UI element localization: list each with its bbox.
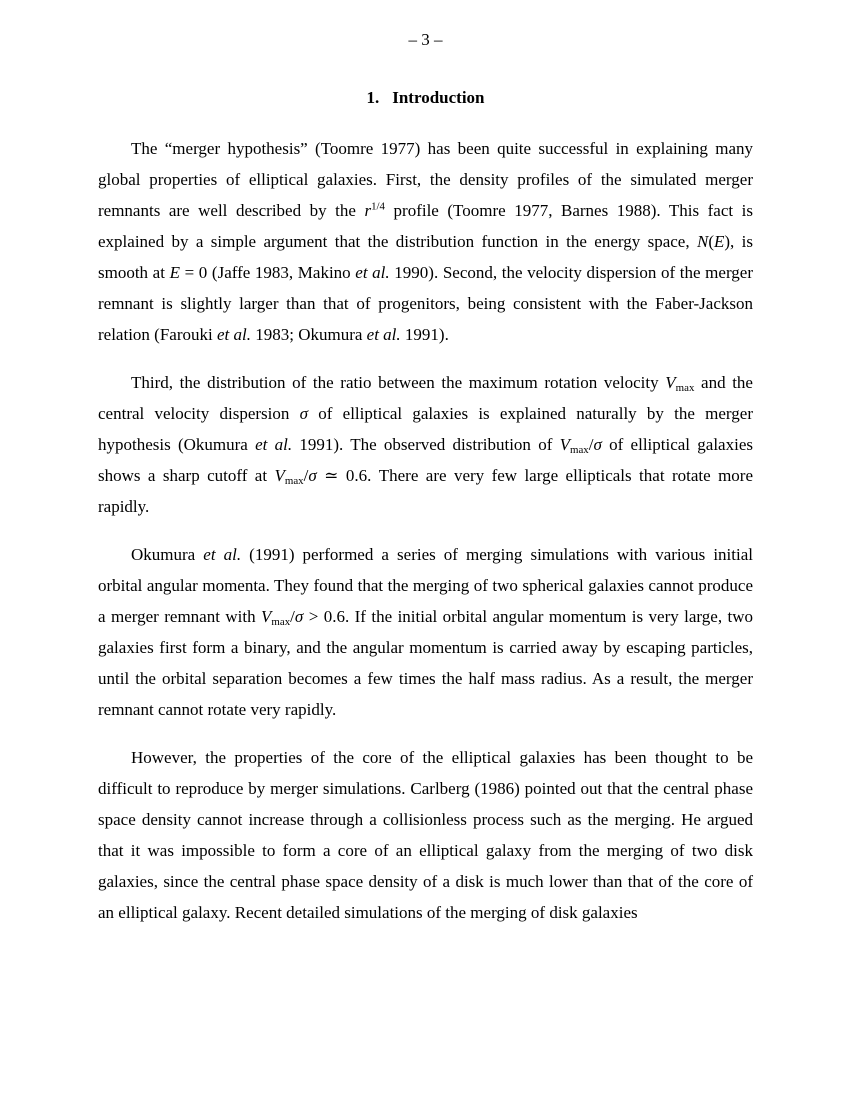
text-segment: max <box>271 615 291 628</box>
text-segment: V <box>274 466 285 485</box>
text-segment: r <box>364 201 372 220</box>
text-segment: et al. <box>216 325 251 344</box>
text-segment: max <box>675 381 695 394</box>
text-segment: 1991). The observed distribution of <box>292 435 560 454</box>
text-segment: max <box>570 443 589 456</box>
paragraph <box>98 742 753 928</box>
section-number: 1. <box>366 88 380 107</box>
text-segment: σ <box>294 607 304 626</box>
section-heading <box>98 82 753 113</box>
document-body <box>98 133 753 928</box>
paragraph <box>98 133 753 350</box>
text-segment: However, the properties of the core of the elliptical galaxies has been thought to be difficult to reproduce by merger simulations. Carlberg (1986) pointed out that the central phase space density cannot increase through a collisionless process such as the merging. He argued that it was impossible to form a core of an elliptical galaxy from the merging of two disk galaxies, since the central phase space density of a disk is much lower than that of the core of an elliptical galaxy. Recent detailed simulations of the merging of disk galaxies <box>98 748 753 922</box>
text-segment: 1983; Okumura <box>250 325 367 344</box>
text-segment: (1991) performed a series of merging simulations with various initial orbital angular momenta. They found that the merging of two spherical galaxies cannot produce a merger remnant with <box>98 545 753 626</box>
text-segment: V <box>559 435 571 454</box>
text-segment: / <box>588 435 594 454</box>
text-segment: E <box>169 263 180 282</box>
text-segment: / <box>290 607 295 626</box>
text-segment: et al. <box>255 435 293 454</box>
text-segment: 1990). Second, the velocity dispersion of the merger remnant is slightly larger than that of progenitors, being consistent with the Faber-Jackson relation (Farouki <box>98 263 753 344</box>
text-segment: σ <box>308 466 317 485</box>
text-segment: σ <box>299 404 309 423</box>
paragraph <box>98 539 753 725</box>
text-segment: V <box>665 373 676 392</box>
text-segment: / <box>303 466 309 485</box>
text-segment: N <box>696 232 709 251</box>
text-segment: ), is smooth at <box>98 232 753 282</box>
text-segment: of elliptical galaxies is explained naturally by the merger hypothesis (Okumura <box>98 404 753 454</box>
text-segment: > 0.6. If the initial orbital angular momentum is very large, two galaxies first form a binary, and the angular momentum is carried away by escaping particles, until the orbital separation becomes a few times the half mass radius. As a result, the merger remnant cannot rotate very rapidly. <box>98 607 754 719</box>
text-segment: Third, the distribution of the ratio between the maximum rotation velocity <box>131 373 666 392</box>
text-segment: V <box>261 607 272 626</box>
text-segment: σ <box>593 435 602 454</box>
text-segment: max <box>284 474 304 487</box>
text-segment: et al. <box>355 263 390 282</box>
text-segment: = 0 (Jaffe 1983, Makino <box>179 263 356 282</box>
text-segment: et al. <box>366 325 401 344</box>
text-segment: and the central velocity dispersion <box>98 373 753 423</box>
text-segment: of elliptical galaxies shows a sharp cutoff at <box>98 435 753 485</box>
text-segment: 1/4 <box>371 200 385 213</box>
text-segment: 1991). <box>400 325 449 344</box>
text-segment: ( <box>708 232 714 251</box>
paragraph <box>98 367 753 522</box>
section-title: Introduction <box>392 88 485 107</box>
page-number: – 3 – <box>408 30 443 49</box>
text-segment: The “merger hypothesis” (Toomre 1977) has been quite successful in explaining many global properties of elliptical galaxies. First, the density profiles of the simulated merger remnants are well described by the <box>98 139 753 220</box>
text-segment: profile (Toomre 1977, Barnes 1988). This fact is explained by a simple argument that the distribution function in the energy space, <box>98 201 753 251</box>
text-segment: et al. <box>203 545 242 564</box>
text-segment: Okumura <box>131 545 204 564</box>
text-segment: E <box>713 232 725 251</box>
text-segment: ≃ 0.6. There are very few large ellipticals that rotate more rapidly. <box>98 466 753 516</box>
